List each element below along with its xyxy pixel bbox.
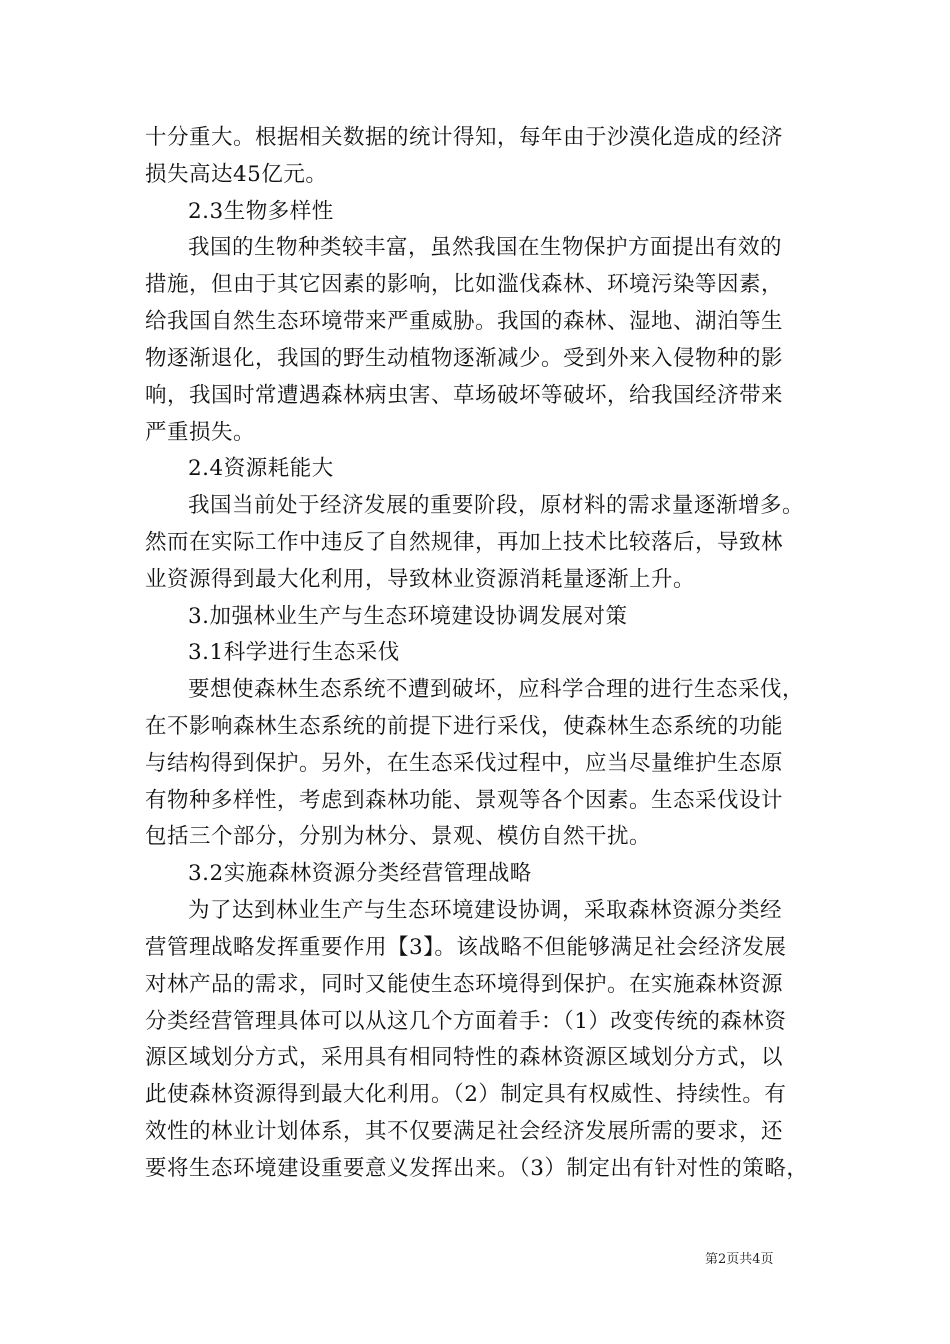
paragraph-line: 我国的生物种类较丰富，虽然我国在生物保护方面提出有效的: [188, 235, 783, 260]
paragraph-line: 为了达到林业生产与生态环境建设协调，采取森林资源分类经: [188, 898, 783, 923]
paragraph-line: 给我国自然生态环境带来严重威胁。我国的森林、湿地、湖泊等生: [145, 309, 784, 334]
paragraph-line: 有物种多样性，考虑到森林功能、景观等各个因素。生态采伐设计: [145, 788, 784, 813]
paragraph-line: 损失高达45亿元。: [145, 162, 328, 187]
paragraph-line: 包括三个部分，分别为林分、景观、模仿自然干扰。: [145, 824, 652, 849]
paragraph-line: 与结构得到保护。另外，在生态采伐过程中，应当尽量维护生态原: [145, 751, 784, 776]
page-number: 第2页共4页: [705, 1252, 774, 1267]
paragraph-line: 在不影响森林生态系统的前提下进行采伐，使森林生态系统的功能: [145, 714, 784, 739]
paragraph-line: 业资源得到最大化利用，导致林业资源消耗量逐渐上升。: [145, 567, 696, 592]
paragraph-line: 严重损失。: [145, 420, 256, 445]
paragraph-line: 我国当前处于经济发展的重要阶段，原材料的需求量逐渐增多。: [188, 493, 805, 518]
section-heading: 2.3生物多样性: [188, 199, 334, 224]
paragraph-line: 效性的林业计划体系，其不仅要满足社会经济发展所需的要求，还: [145, 1119, 784, 1144]
paragraph-line: 然而在实际工作中违反了自然规律，再加上技术比较落后，导致林: [145, 530, 784, 555]
paragraph-line: 十分重大。根据相关数据的统计得知，每年由于沙漠化造成的经济: [145, 125, 784, 150]
paragraph-line: 措施，但由于其它因素的影响，比如滥伐森林、环境污染等因素，: [145, 272, 784, 297]
paragraph-line: 此使森林资源得到最大化利用。（2）制定具有权威性、持续性。有: [145, 1082, 787, 1107]
paragraph-line: 源区域划分方式，采用具有相同特性的森林资源区域划分方式，以: [145, 1045, 784, 1070]
paragraph-line: 要将生态环境建设重要意义发挥出来。（3）制定出有针对性的策略，: [145, 1156, 809, 1181]
section-heading: 3.1科学进行生态采伐: [188, 640, 400, 665]
section-heading: 3.2实施森林资源分类经营管理战略: [188, 861, 532, 886]
paragraph-line: 响，我国时常遭遇森林病虫害、草场破坏等破坏，给我国经济带来: [145, 383, 784, 408]
paragraph-line: 要想使森林生态系统不遭到破坏，应科学合理的进行生态采伐，: [188, 677, 805, 702]
paragraph-line: 分类经营管理具体可以从这几个方面着手：（1）改变传统的森林资: [145, 1009, 787, 1034]
paragraph-line: 营管理战略发挥重要作用【3】。该战略不但能够满足社会经济发展: [145, 935, 787, 960]
section-heading: 2.4资源耗能大: [188, 456, 334, 481]
paragraph-line: 物逐渐退化，我国的野生动植物逐渐减少。受到外来入侵物种的影: [145, 346, 784, 371]
section-heading: 3.加强林业生产与生态环境建设协调发展对策: [188, 604, 628, 629]
paragraph-line: 对林产品的需求，同时又能使生态环境得到保护。在实施森林资源: [145, 972, 784, 997]
